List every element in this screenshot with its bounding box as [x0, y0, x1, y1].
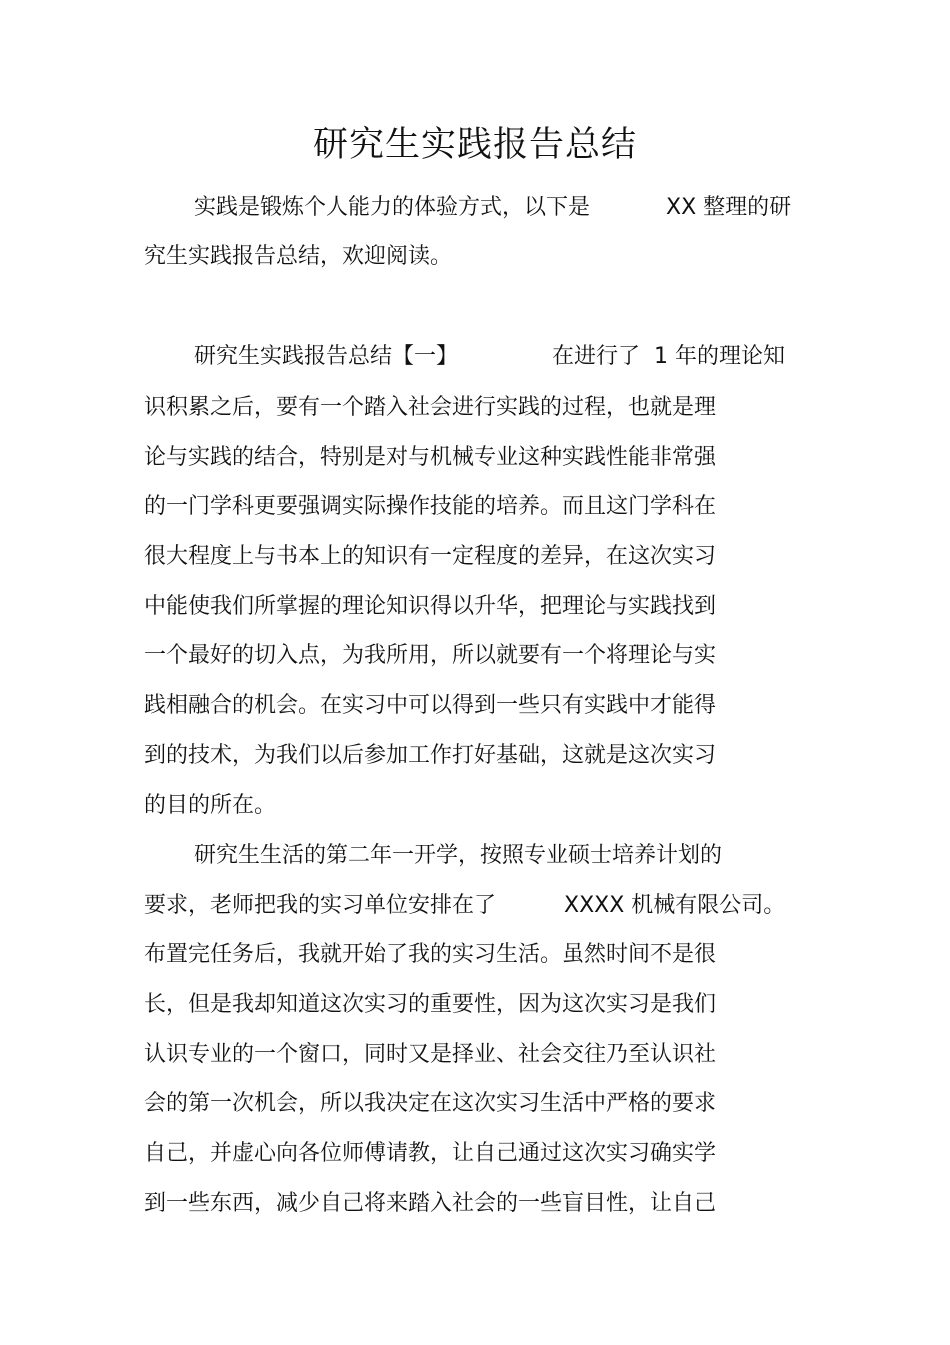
paragraph-line: 到一些东西，减少自己将来踏入社会的一些盲目性，让自己	[144, 1191, 717, 1216]
company-name: XXXX 机械有限公司。	[564, 893, 786, 918]
paragraph-line: 会的第一次机会，所以我决定在这次实习生活中严格的要求	[144, 1091, 717, 1116]
section1-text: 在进行了 1 年的理论知	[552, 344, 785, 369]
paragraph-line: 的目的所在。	[144, 793, 277, 818]
paragraph-line: 践相融合的机会。在实习中可以得到一些只有实践中才能得	[144, 693, 717, 718]
paragraph-line: 长，但是我却知道这次实习的重要性，因为这次实习是我们	[144, 992, 717, 1017]
paragraph-line: 论与实践的结合，特别是对与机械专业这种实践性能非常强	[144, 445, 717, 470]
paragraph-line: 布置完任务后，我就开始了我的实习生活。虽然时间不是很	[144, 942, 717, 967]
paragraph-line: 自己，并虚心向各位师傅请教，让自己通过这次实习确实学	[144, 1141, 717, 1166]
paragraph-text: 要求，老师把我的实习单位安排在了	[144, 893, 497, 918]
paragraph-line: 一个最好的切入点，为我所用，所以就要有一个将理论与实	[144, 643, 717, 668]
section-heading: 研究生实践报告总结【一】	[194, 344, 459, 369]
intro-text-brand: XX 整理的研	[666, 195, 792, 220]
paragraph-line: 到的技术，为我们以后参加工作打好基础，这就是这次实习	[144, 743, 717, 768]
paragraph-line: 识积累之后，要有一个踏入社会进行实践的过程，也就是理	[144, 395, 717, 420]
paragraph-line: 认识专业的一个窗口，同时又是择业、社会交往乃至认识社	[144, 1042, 717, 1067]
intro-line-2: 究生实践报告总结，欢迎阅读。	[144, 244, 453, 269]
paragraph2-first-line: 研究生生活的第二年一开学，按照专业硕士培养计划的	[194, 843, 723, 868]
intro-text: 实践是锻炼个人能力的体验方式，以下是	[194, 195, 591, 220]
paragraph-line: 中能使我们所掌握的理论知识得以升华，把理论与实践找到	[144, 594, 717, 619]
document-title: 研究生实践报告总结	[312, 125, 637, 165]
paragraph-line: 的一门学科更要强调实际操作技能的培养。而且这门学科在	[144, 494, 717, 519]
paragraph-line: 很大程度上与书本上的知识有一定程度的差异，在这次实习	[144, 544, 717, 569]
